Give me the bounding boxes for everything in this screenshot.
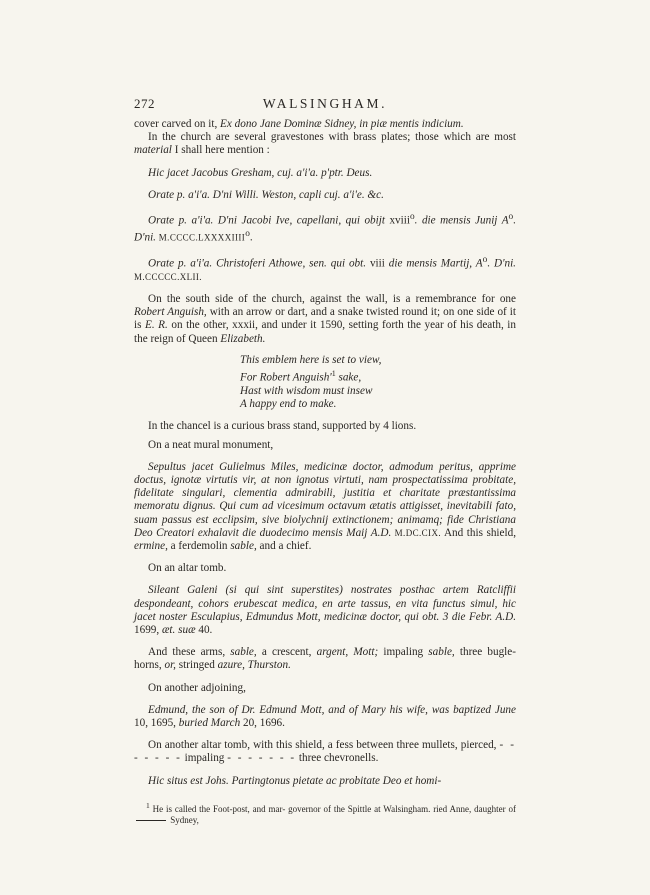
epitaph-verse [240,354,516,412]
text: 1699, [134,624,162,637]
text: 10, 1695, [134,717,179,730]
text: three chevronells. [296,752,379,765]
footnote-reference: 1 [331,369,336,379]
verse-line: Hast with wisdom must insew [240,384,373,397]
inscription-text: Sileant Galeni (si qui sint superstites) nostrates posthac artem Ratcliffii despondeant, cohors erubescat medica, en arte tassus, en vita functus simul, hic jacet noster Esculapius, Edmundus Mott, medicinæ doctor, qui obt. 3 die Febr. A.D. [134,584,516,623]
verse-text: sake, [335,371,362,384]
page-header [134,96,516,116]
text: xviii [384,214,410,227]
inscription-athowe [134,254,516,284]
inscription-galeni [134,584,516,637]
superscript: o [482,254,488,265]
footnote-text: He is called the Foot-post, and mar- governor of the Spittle at Walsingham. ried Anne, daughter of [149,803,516,814]
paragraph-another-altar-tomb [134,739,516,765]
text: on the other, xxxii, and under it 1590, setting forth the year of his death, in the reign of Queen [134,319,516,345]
paragraph-south-side [134,293,516,346]
inscription-text: die mensis Martij, A [388,257,483,270]
inscription-text: æt. suæ [161,624,196,637]
initials-text: E. R. [145,319,168,332]
text: 40. [195,624,213,637]
paragraph-adjoining: On another adjoining, [148,681,246,694]
verse-line: This emblem here is set to view, [240,353,382,366]
footnote-text: Sydney, [168,814,199,825]
inscription-text: Edmund, the son of Dr. Edmund Mott, and of Mary his wife, was baptized June [148,703,516,716]
inscription-text: . D'ni. [134,214,517,244]
inscription-text: Ex dono Jane Dominæ Sidney, in piæ mentis indicium. [220,118,464,130]
inscription-ive [134,211,516,245]
heraldry-term: azure, Thurston. [217,659,291,672]
inscription-text: . D'ni. [487,257,516,270]
heraldry-term: sable, [230,646,257,659]
text: and a chief. [256,540,312,553]
superscript: o [508,212,514,223]
superscript: o [409,212,415,223]
heraldry-term: or, [164,659,176,672]
inscription-weston: Orate p. a'i'a. D'ni Willi. Weston, capli cuj. a'i'e. &c. [148,188,384,201]
text: three bugle-horns, [134,646,516,672]
date-numeral: M.CCCCC.XLII. [134,271,202,282]
text: On the south side of the church, against the wall, is a remembrance for one [148,293,516,306]
running-title: WALSINGHAM. [262,96,388,111]
verse-line: A happy end to make. [240,398,337,411]
inscription-edmund [134,704,516,730]
heraldry-term: sable, [428,646,455,659]
paragraph-arms [134,646,516,672]
heraldry-term: sable, [230,540,257,553]
dash-blank: - - - - - - - [134,739,517,765]
inscription-text: . die mensis Junij A [414,214,509,227]
footnote-mark: 1 [146,800,150,810]
date-numeral: M.CCCC.LXXXXIIII [158,232,246,243]
paragraph-cover [134,118,516,131]
inscription-gresham: Hic jacet Jacobus Gresham, cuj. a'i'a. p'ptr. Deus. [148,166,373,179]
text: cover carved on it, [134,118,221,130]
text: viii [366,257,389,270]
text: impaling [378,646,429,659]
superscript: o [245,228,250,239]
text: And this shield, [441,526,516,539]
inscription-partington: Hic situs est Johs. Partingtonus pietate ac probitate Deo et homi- [148,774,442,787]
inscription-text: Orate p. a'i'a. Christoferi Athowe, sen. qui obt. [148,257,367,270]
text: I shall here mention : [171,144,270,157]
paragraph-brass-plates [134,131,516,157]
footnote [134,800,516,826]
heraldry-term: argent, Mott; [316,646,379,659]
paragraph-mural: On a neat mural monument, [148,438,274,451]
text: In the church are several gravestones with brass plates; those which are most [148,131,516,144]
paragraph-chancel: In the chancel is a curious brass stand, supported by 4 lions. [148,420,417,433]
emphasis-text: material [134,144,172,157]
text: stringed [175,659,218,672]
text: with an arrow or dart, and a snake twisted round it; on one side of it is [134,306,516,332]
text: On another altar tomb, with this shield, a fess between three mullets, pierced, [148,739,500,752]
inscription-text: Sepultus jacet Gulielmus Miles, medicinæ doctor, admodum peritus, apprime doctus, ignotæ virtutis vir, at non ignotus virtuti, nam prospectatissima probitate, fidelitate singulari, clementia admirabili, justitia et charitate præstantissima memoratu dignus. Qui cum ad vicesimum octavum ætatis attigisset, inevitabili fato, suam passus est ecclipsim, sive biolychnij extinctionem; animamq; fide Christiana Deo Creatori exhalavit die duodecimo mensis Maij A.D. [134,460,516,539]
text: . [249,231,253,244]
inscription-text: Orate p. a'i'a. D'ni Jacobi Ive, capellani, qui obijt [148,214,385,227]
name-text: Robert Anguish, [134,306,207,319]
date-numeral: M.DC.CIX. [391,527,442,538]
inscription-text: buried March [178,717,241,730]
heraldry-term: ermine, [134,540,168,553]
text: 20, 1696. [240,717,285,730]
text: And these arms, [148,646,231,659]
paragraph-altar-tomb: On an altar tomb. [148,562,227,575]
name-text: Elizabeth. [220,332,266,345]
inscription-miles [134,461,516,553]
text: a ferdemolin [167,540,231,553]
text: impaling [181,752,228,765]
name-blank-rule [136,820,166,821]
verse-line [240,367,516,385]
page-number: 272 [134,96,155,111]
dash-blank: - - - - - - - [227,752,297,765]
verse-text: For Robert Anguish' [240,371,332,384]
text: a crescent, [256,646,317,659]
